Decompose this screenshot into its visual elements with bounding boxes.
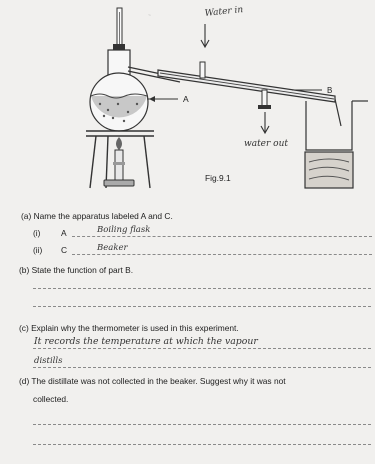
wooden-block: [305, 152, 353, 188]
figure-caption: Fig.9.1: [205, 173, 231, 183]
answer-c-line2: distills: [34, 356, 63, 366]
answer-line-d2[interactable]: [33, 444, 371, 445]
answer-line-i[interactable]: [72, 236, 372, 237]
answer-line-c2[interactable]: [33, 367, 371, 368]
answer-ii: Beaker: [97, 243, 128, 253]
water-out-label: water out: [244, 139, 289, 149]
distillation-apparatus-figure: [0, 0, 375, 205]
item-ii-number: (ii): [33, 245, 43, 255]
bunsen-burner: [104, 137, 134, 186]
answer-line-b1[interactable]: [33, 288, 371, 289]
water-in-arrow-icon: [201, 24, 209, 47]
question-d-line2: collected.: [33, 394, 69, 404]
item-ii-letter: C: [61, 245, 68, 255]
answer-line-ii[interactable]: [72, 254, 372, 255]
svg-text:~: ~: [148, 13, 151, 19]
answer-line-b2[interactable]: [33, 306, 371, 307]
question-b: (b) State the function of part B.: [19, 265, 134, 275]
question-d-line1: (d) The distillate was not collected in the beaker. Suggest why it was not: [19, 376, 286, 386]
label-b: B: [327, 86, 333, 95]
label-a: A: [183, 94, 189, 104]
answer-c-line1: It records the temperature at which the vapour: [34, 336, 258, 347]
question-c: (c) Explain why the thermometer is used in this experiment.: [19, 323, 239, 333]
answer-line-c1[interactable]: [33, 348, 371, 349]
water-out-arrow-icon: [261, 112, 269, 133]
question-a: (a) Name the apparatus labeled A and C.: [21, 211, 173, 221]
water-in-label: Water in: [204, 5, 244, 19]
boiling-flask: [90, 50, 180, 131]
answer-line-d1[interactable]: [33, 424, 371, 425]
item-i-letter: A: [61, 228, 67, 238]
answer-i: Boiling flask: [97, 225, 151, 235]
item-i-number: (i): [33, 228, 41, 238]
